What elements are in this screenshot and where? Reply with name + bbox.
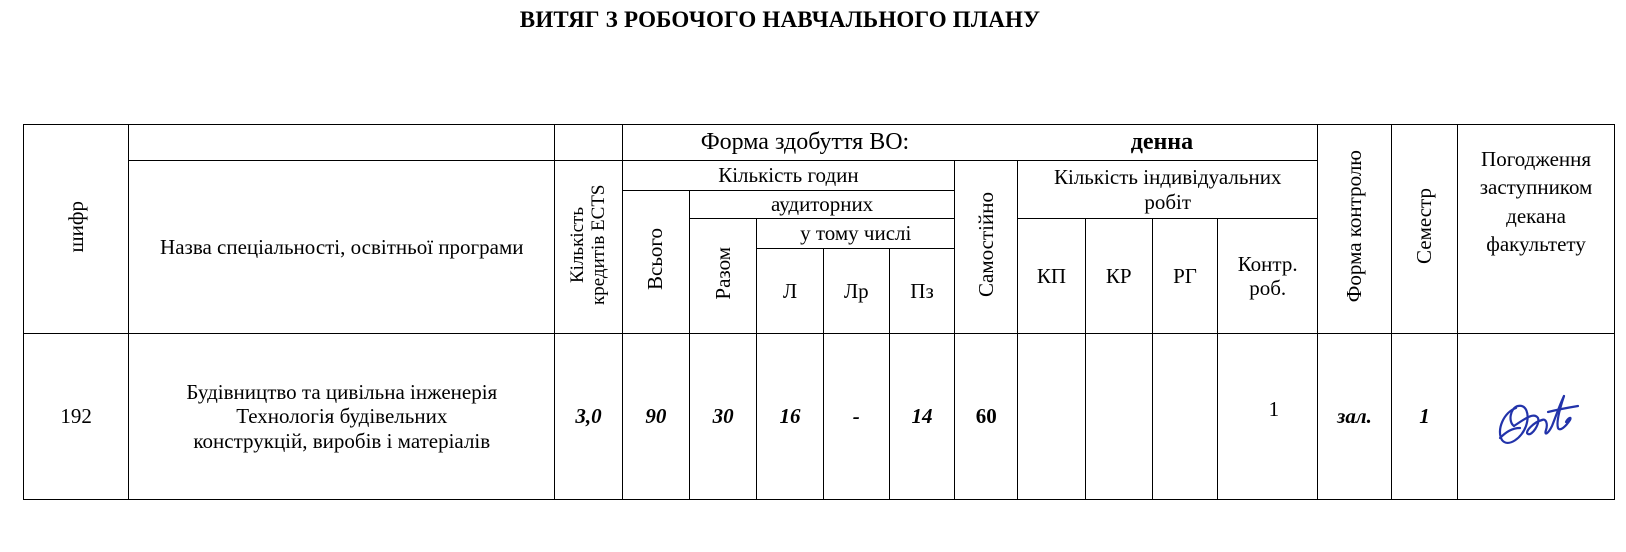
header-lectures-label: Л [782, 278, 798, 303]
cell-control-form: зал. [1318, 334, 1392, 500]
header-sum [690, 219, 757, 334]
header-including-label: у тому числі [800, 221, 912, 246]
header-hours-count-label: Кількість годин [718, 163, 859, 188]
header-kp-label: КП [1036, 263, 1067, 288]
cell-name [129, 334, 555, 500]
header-control-work [1218, 219, 1318, 334]
cell-program: Технологія будівельних конструкцій, виробів і матеріалів [193, 404, 491, 453]
header-total [622, 191, 689, 334]
header-self-study-label: Самостійно [973, 191, 998, 297]
header-name [129, 161, 555, 334]
header-code-label: шифр [63, 200, 88, 253]
cell-sum: 30 [690, 334, 757, 500]
header-labs [823, 249, 889, 334]
header-semester [1391, 125, 1457, 334]
cell-practice: 14 [889, 334, 954, 500]
cell-kr [1085, 334, 1152, 500]
header-credits [555, 161, 622, 334]
form-value: денна [1130, 129, 1194, 155]
header-kr [1085, 219, 1152, 334]
cell-total: 90 [622, 334, 689, 500]
header-kp [1018, 219, 1085, 334]
header-lectures [757, 249, 823, 334]
header-practice-label: Пз [910, 278, 934, 303]
cell-semester: 1 [1391, 334, 1457, 500]
header-code [24, 125, 129, 334]
header-control-form [1318, 125, 1392, 334]
header-individual-works [1018, 161, 1318, 219]
cell-self-study: 60 [955, 334, 1018, 500]
header-approval-label: Погодження заступником декана факультету [1479, 147, 1593, 257]
header-sum-label: Разом [710, 247, 735, 300]
cell-lectures: 16 [757, 334, 823, 500]
table-row [24, 334, 1615, 500]
header-total-label: Всього [643, 228, 668, 291]
header-name-label: Назва спеціальності, освітньої програми [160, 234, 524, 259]
cell-approval [1458, 334, 1615, 500]
cell-credits: 3,0 [555, 334, 622, 500]
curriculum-table [23, 124, 1615, 500]
header-control-work-label: Контр. роб. [1237, 251, 1298, 300]
signature-icon [1486, 382, 1586, 452]
header-including [757, 219, 955, 249]
cell-labs: - [823, 334, 889, 500]
cell-rg [1152, 334, 1217, 500]
header-self-study [955, 161, 1018, 334]
header-credits-label: Кількість кредитів ECTS [566, 184, 609, 306]
cell-kp [1018, 334, 1085, 500]
header-practice [889, 249, 954, 334]
header-approval [1458, 125, 1615, 334]
header-control-form-label: Форма контролю [1341, 150, 1366, 303]
header-auditorium [690, 191, 955, 219]
header-rg-label: РГ [1173, 263, 1197, 288]
header-labs-label: Лр [843, 278, 869, 303]
cell-code: 192 [24, 334, 129, 500]
header-individual-works-label: Кількість індивідуальних робіт [1053, 165, 1282, 214]
cell-control-work: 1 [1218, 334, 1318, 500]
header-empty-credits-top [555, 125, 622, 161]
page-title: ВИТЯГ З РОБОЧОГО НАВЧАЛЬНОГО ПЛАНУ [519, 7, 1041, 32]
form-label: Форма здобуття ВО: [700, 129, 910, 155]
header-kr-label: КР [1105, 263, 1132, 288]
header-rg [1152, 219, 1217, 334]
header-semester-label: Семестр [1411, 188, 1436, 265]
cell-specialty: Будівництво та цивільна інженерія [186, 380, 498, 405]
header-auditorium-label: аудиторних [770, 192, 874, 217]
header-form [622, 125, 1317, 161]
header-empty [129, 125, 555, 161]
header-hours-count [622, 161, 954, 191]
